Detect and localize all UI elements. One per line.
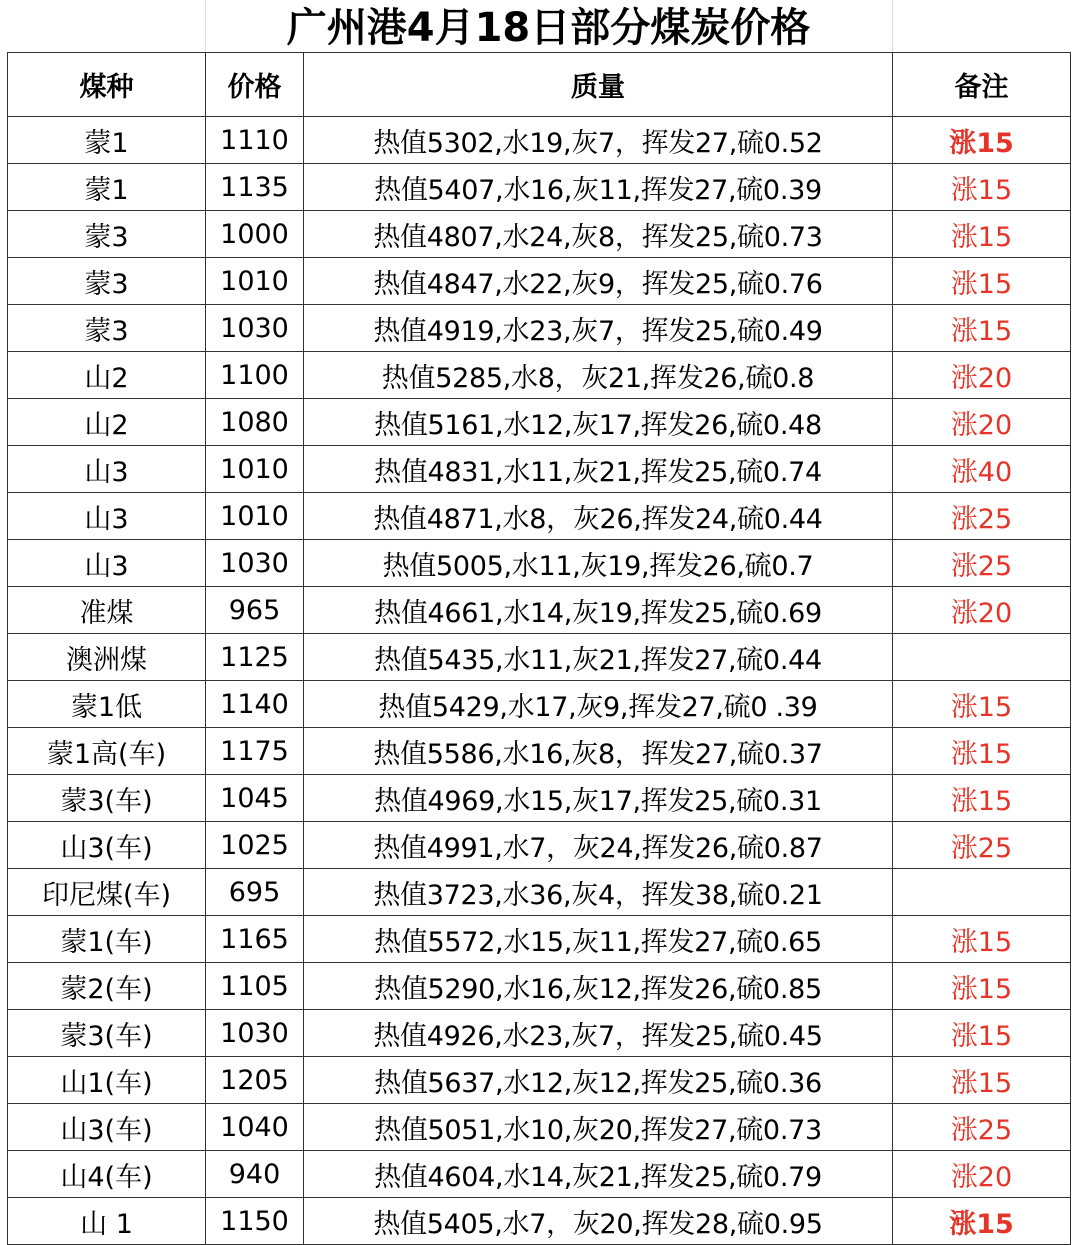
cell-price[interactable]: 1110	[206, 117, 304, 164]
cell-quality[interactable]: 热值5429,水17,灰9,挥发27,硫0 .39	[304, 681, 893, 728]
cell-price[interactable]: 1025	[206, 822, 304, 869]
cell-note[interactable]: 涨20	[893, 1151, 1071, 1198]
table-row	[8, 681, 1071, 728]
cell-coal-type[interactable]: 山2	[8, 399, 206, 446]
table-row	[8, 869, 1071, 916]
cell-note[interactable]: 涨25	[893, 822, 1071, 869]
cell-quality[interactable]: 热值5586,水16,灰8，挥发27,硫0.37	[304, 728, 893, 775]
cell-price[interactable]: 1010	[206, 493, 304, 540]
cell-price[interactable]: 1030	[206, 540, 304, 587]
cell-note[interactable]	[893, 869, 1071, 916]
cell-quality[interactable]: 热值4969,水15,灰17,挥发25,硫0.31	[304, 775, 893, 822]
cell-coal-type[interactable]: 山3	[8, 493, 206, 540]
table-row	[8, 1151, 1071, 1198]
cell-quality[interactable]: 热值5405,水7，灰20,挥发28,硫0.95	[304, 1198, 893, 1245]
table-row	[8, 1198, 1071, 1245]
cell-coal-type[interactable]: 准煤	[8, 587, 206, 634]
cell-price[interactable]: 1135	[206, 164, 304, 211]
cell-note[interactable]: 涨15	[893, 211, 1071, 258]
cell-coal-type[interactable]: 山1(车)	[8, 1057, 206, 1104]
column-header-note[interactable]: 备注	[893, 53, 1071, 117]
cell-quality[interactable]: 热值5005,水11,灰19,挥发26,硫0.7	[304, 540, 893, 587]
cell-price[interactable]: 1030	[206, 1010, 304, 1057]
cell-price[interactable]: 1010	[206, 258, 304, 305]
table-row	[8, 822, 1071, 869]
cell-quality[interactable]: 热值4991,水7，灰24,挥发26,硫0.87	[304, 822, 893, 869]
cell-coal-type[interactable]: 山3	[8, 446, 206, 493]
cell-coal-type[interactable]: 蒙3	[8, 211, 206, 258]
cell-quality[interactable]: 热值5572,水15,灰11,挥发27,硫0.65	[304, 916, 893, 963]
table-row	[8, 446, 1071, 493]
cell-coal-type[interactable]: 蒙3	[8, 258, 206, 305]
table-row	[8, 352, 1071, 399]
cell-coal-type[interactable]: 澳洲煤	[8, 634, 206, 681]
table-row	[8, 305, 1071, 352]
column-header-quality[interactable]: 质量	[304, 53, 893, 117]
table-row	[8, 634, 1071, 681]
cell-coal-type[interactable]: 蒙1	[8, 117, 206, 164]
cell-price[interactable]: 695	[206, 869, 304, 916]
cell-price[interactable]: 1175	[206, 728, 304, 775]
table-row	[8, 399, 1071, 446]
cell-coal-type[interactable]: 山3(车)	[8, 822, 206, 869]
cell-quality[interactable]: 热值4807,水24,灰8，挥发25,硫0.73	[304, 211, 893, 258]
cell-coal-type[interactable]: 蒙1(车)	[8, 916, 206, 963]
cell-coal-type[interactable]: 山2	[8, 352, 206, 399]
table-row	[8, 164, 1071, 211]
column-gridline	[892, 0, 893, 52]
cell-note[interactable]: 涨15	[893, 305, 1071, 352]
cell-note[interactable]: 涨25	[893, 493, 1071, 540]
cell-note[interactable]: 涨15	[893, 164, 1071, 211]
cell-price[interactable]: 1205	[206, 1057, 304, 1104]
cell-price[interactable]: 1030	[206, 305, 304, 352]
cell-price[interactable]: 1000	[206, 211, 304, 258]
table-row	[8, 211, 1071, 258]
cell-coal-type[interactable]: 蒙3(车)	[8, 775, 206, 822]
table-row	[8, 258, 1071, 305]
coal-price-table	[7, 52, 1071, 1245]
cell-note[interactable]: 涨15	[893, 963, 1071, 1010]
page-title: 广州港4月18日部分煤炭价格	[286, 5, 811, 51]
column-header-price[interactable]: 价格	[206, 53, 304, 117]
cell-quality[interactable]: 热值5161,水12,灰17,挥发26,硫0.48	[304, 399, 893, 446]
cell-note[interactable]	[893, 634, 1071, 681]
cell-quality[interactable]: 热值5435,水11,灰21,挥发27,硫0.44	[304, 634, 893, 681]
cell-quality[interactable]: 热值5051,水10,灰20,挥发27,硫0.73	[304, 1104, 893, 1151]
cell-coal-type[interactable]: 蒙1高(车)	[8, 728, 206, 775]
table-row	[8, 493, 1071, 540]
cell-note[interactable]: 涨15	[893, 681, 1071, 728]
cell-price[interactable]: 965	[206, 587, 304, 634]
cell-note[interactable]: 涨40	[893, 446, 1071, 493]
cell-coal-type[interactable]: 蒙2(车)	[8, 963, 206, 1010]
table-row	[8, 117, 1071, 164]
table-row	[8, 775, 1071, 822]
cell-note[interactable]: 涨20	[893, 399, 1071, 446]
column-header-coal-type[interactable]: 煤种	[8, 53, 206, 117]
cell-price[interactable]: 1150	[206, 1198, 304, 1245]
cell-note[interactable]: 涨15	[893, 728, 1071, 775]
table-row	[8, 1057, 1071, 1104]
table-header-row	[8, 53, 1071, 117]
cell-quality[interactable]: 热值5302,水19,灰7，挥发27,硫0.52	[304, 117, 893, 164]
cell-note[interactable]: 涨15	[893, 1010, 1071, 1057]
cell-quality[interactable]: 热值4847,水22,灰9，挥发25,硫0.76	[304, 258, 893, 305]
cell-note[interactable]: 涨15	[893, 117, 1071, 164]
cell-coal-type[interactable]: 蒙3(车)	[8, 1010, 206, 1057]
cell-price[interactable]: 1080	[206, 399, 304, 446]
table-row	[8, 540, 1071, 587]
cell-quality[interactable]: 热值5290,水16,灰12,挥发26,硫0.85	[304, 963, 893, 1010]
cell-price[interactable]: 940	[206, 1151, 304, 1198]
cell-note[interactable]: 涨20	[893, 587, 1071, 634]
cell-price[interactable]: 1010	[206, 446, 304, 493]
cell-price[interactable]: 1040	[206, 1104, 304, 1151]
table-row	[8, 728, 1071, 775]
cell-quality[interactable]: 热值4604,水14,灰21,挥发25,硫0.79	[304, 1151, 893, 1198]
cell-quality[interactable]: 热值4661,水14,灰19,挥发25,硫0.69	[304, 587, 893, 634]
cell-coal-type[interactable]: 印尼煤(车)	[8, 869, 206, 916]
cell-note[interactable]: 涨15	[893, 258, 1071, 305]
cell-coal-type[interactable]: 山 1	[8, 1198, 206, 1245]
cell-price[interactable]: 1100	[206, 352, 304, 399]
cell-quality[interactable]: 热值5285,水8，灰21,挥发26,硫0.8	[304, 352, 893, 399]
cell-coal-type[interactable]: 山3(车)	[8, 1104, 206, 1151]
cell-price[interactable]: 1105	[206, 963, 304, 1010]
cell-coal-type[interactable]: 山4(车)	[8, 1151, 206, 1198]
table-body	[8, 117, 1071, 1245]
table-row	[8, 916, 1071, 963]
table-row	[8, 587, 1071, 634]
cell-note[interactable]: 涨15	[893, 775, 1071, 822]
cell-note[interactable]: 涨20	[893, 352, 1071, 399]
cell-quality[interactable]: 热值5407,水16,灰11,挥发27,硫0.39	[304, 164, 893, 211]
cell-note[interactable]: 涨15	[893, 916, 1071, 963]
cell-note[interactable]: 涨15	[893, 1057, 1071, 1104]
cell-note[interactable]: 涨25	[893, 540, 1071, 587]
cell-quality[interactable]: 热值5637,水12,灰12,挥发25,硫0.36	[304, 1057, 893, 1104]
cell-price[interactable]: 1125	[206, 634, 304, 681]
cell-quality[interactable]: 热值4919,水23,灰7，挥发25,硫0.49	[304, 305, 893, 352]
table-row	[8, 1104, 1071, 1151]
cell-note[interactable]: 涨25	[893, 1104, 1071, 1151]
cell-quality[interactable]: 热值3723,水36,灰4，挥发38,硫0.21	[304, 869, 893, 916]
cell-quality[interactable]: 热值4926,水23,灰7，挥发25,硫0.45	[304, 1010, 893, 1057]
table-row	[8, 963, 1071, 1010]
cell-note[interactable]: 涨15	[893, 1198, 1071, 1245]
cell-price[interactable]: 1165	[206, 916, 304, 963]
table-row	[8, 1010, 1071, 1057]
cell-coal-type[interactable]: 蒙1	[8, 164, 206, 211]
cell-price[interactable]: 1140	[206, 681, 304, 728]
cell-price[interactable]: 1045	[206, 775, 304, 822]
cell-quality[interactable]: 热值4831,水11,灰21,挥发25,硫0.74	[304, 446, 893, 493]
cell-coal-type[interactable]: 山3	[8, 540, 206, 587]
cell-coal-type[interactable]: 蒙3	[8, 305, 206, 352]
cell-coal-type[interactable]: 蒙1低	[8, 681, 206, 728]
cell-quality[interactable]: 热值4871,水8，灰26,挥发24,硫0.44	[304, 493, 893, 540]
